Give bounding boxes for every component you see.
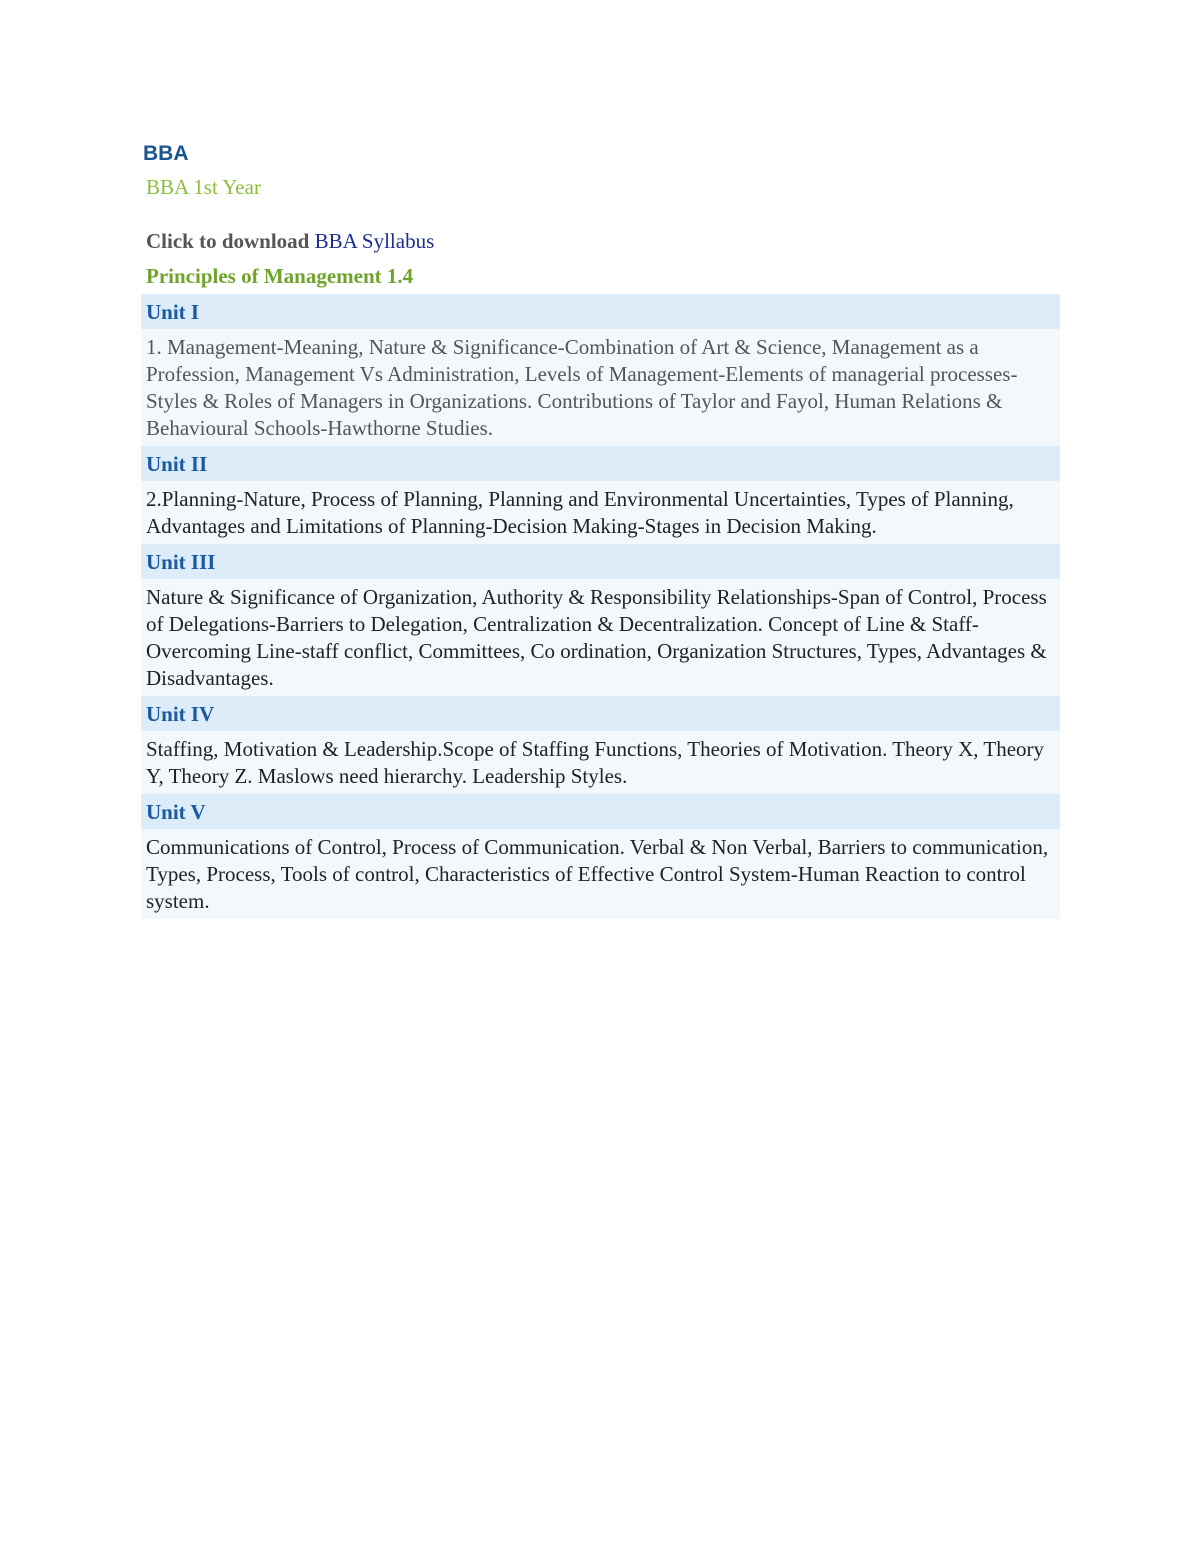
unit-header: Unit I [141,294,1060,329]
document-page [141,140,1060,919]
unit-header: Unit III [141,544,1060,579]
unit-content: 1. Management-Meaning, Nature & Significance-Combination of Art & Science, Management as a Profession, Management Vs Administration, Levels of Management-Elements of managerial processes-Styles & Roles of Managers in Organizations. Contributions of Taylor and Fayol, Human Relations & Behavioural Schools-Hawthorne Studies. [141,329,1060,446]
page-title: BBA [143,142,189,165]
units-table [141,294,1060,919]
unit-content: Communications of Control, Process of Communication. Verbal & Non Verbal, Barriers to communication, Types, Process, Tools of control, Characteristics of Effective Control System-Human Reaction to control system. [141,829,1060,919]
course-title: Principles of Management 1.4 [146,264,414,288]
download-prefix: Click to download [146,229,310,253]
unit-content: Nature & Significance of Organization, Authority & Responsibility Relationships-Span of Control, Process of Delegations-Barriers to Delegation, Centralization & Decentralization. Concept of Line & Staff-Overcoming Line-staff conflict, Committees, Co ordination, Organization Structures, Types, Advantages & Disadvantages. [141,579,1060,696]
syllabus-download-link[interactable]: BBA Syllabus [314,229,435,253]
unit-content: 2.Planning-Nature, Process of Planning, Planning and Environmental Uncertainties, Types of Planning, Advantages and Limitations of Planning-Decision Making-Stages in Decision Making. [141,481,1060,544]
unit-content: Staffing, Motivation & Leadership.Scope of Staffing Functions, Theories of Motivation. Theory X, Theory Y, Theory Z. Maslows need hierarchy. Leadership Styles. [141,731,1060,794]
page-subtitle: BBA 1st Year [146,175,261,199]
download-line [146,227,1060,255]
unit-header: Unit V [141,794,1060,829]
unit-header: Unit IV [141,696,1060,731]
unit-header: Unit II [141,446,1060,481]
